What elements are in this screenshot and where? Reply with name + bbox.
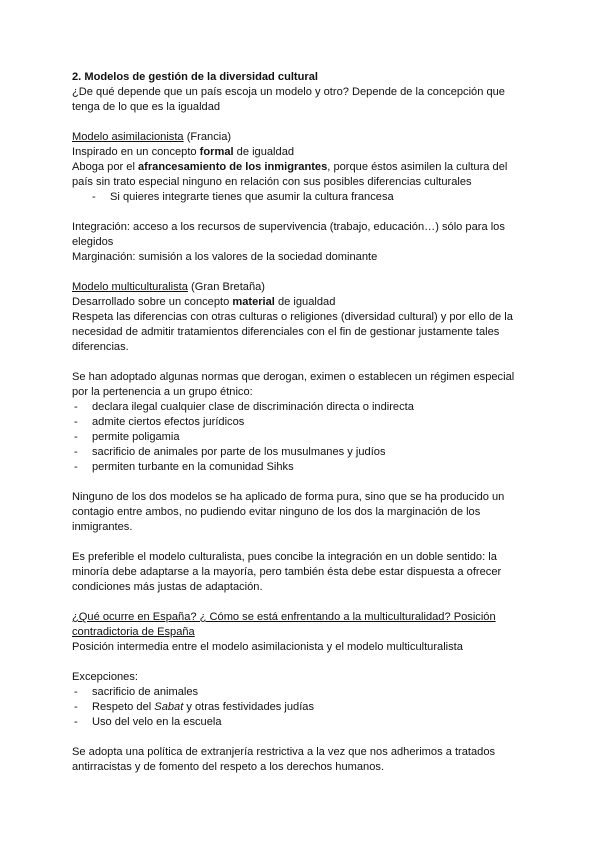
final-paragraph: Se adopta una política de extranjería restrictiva a la vez que nos adherimos a tratados antirracistas y de fomento del respeto a los derechos humanos.: [72, 746, 496, 773]
preferible-paragraph: Es preferible el modelo culturalista, pues concibe la integración en un doble sentido: la minoría debe adaptarse a la mayoría, pero también ésta debe estar dispuesta a ofrecer condiciones más justas de adaptación.: [72, 551, 502, 593]
respeta-paragraph: Respeta las diferencias con otras culturas o religiones (diversidad cultural) y por ello de la necesidad de admitir tratamientos diferenciales con el fin de gestionar justamente tales diferencias.: [72, 311, 513, 353]
excepciones-label: Excepciones:: [72, 671, 138, 683]
multiculturalista-concept: Desarrollado sobre un concepto material de igualdad: [72, 296, 336, 308]
document-body: [72, 70, 522, 775]
intro-paragraph: ¿De qué depende que un país escoja un modelo y otro? Depende de la concepción que tenga de lo que es la igualdad: [72, 86, 505, 113]
integracion-paragraph: Integración: acceso a los recursos de supervivencia (trabajo, educación…) sólo para los elegidos: [72, 221, 505, 248]
posicion-paragraph: Posición intermedia entre el modelo asimilacionista y el modelo multiculturalista: [72, 641, 463, 653]
section-title: 2. Modelos de gestión de la diversidad cultural: [72, 71, 318, 83]
multiculturalista-list: [72, 400, 522, 475]
asimilacionista-list: [72, 190, 522, 205]
multiculturalista-heading: Modelo multiculturalista (Gran Bretaña): [72, 281, 265, 293]
list-item: - sacrificio de animales: [72, 685, 522, 700]
asimilacionista-heading: Modelo asimilacionista (Francia): [72, 131, 232, 143]
list-item: - declara ilegal cualquier clase de discriminación directa o indirecta: [72, 400, 522, 415]
excepciones-list: [72, 685, 522, 730]
list-item: - Uso del velo en la escuela: [72, 715, 522, 730]
list-item: - admite ciertos efectos jurídicos: [72, 415, 522, 430]
asimilacionista-aboga: Aboga por el afrancesamiento de los inmigrantes, porque éstos asimilen la cultura del país sin trato especial ninguno en relación con sus posibles diferencias culturales: [72, 161, 508, 188]
asimilacionista-heading-link: Modelo asimilacionista: [72, 131, 184, 143]
normas-paragraph: Se han adoptado algunas normas que derogan, eximen o establecen un régimen especial por la pertenencia a un grupo étnico:: [72, 371, 515, 398]
asimilacionista-concept: Inspirado en un concepto formal de igualdad: [72, 146, 295, 158]
list-item: - Respeto del Sabat y otras festividades judías: [72, 700, 522, 715]
marginacion-paragraph: Marginación: sumisión a los valores de la sociedad dominante: [72, 251, 378, 263]
list-item: - Si quieres integrarte tienes que asumir la cultura francesa: [90, 190, 522, 205]
list-item: - permiten turbante en la comunidad Sihks: [72, 460, 522, 475]
list-item: - permite poligamia: [72, 430, 522, 445]
espana-heading: ¿Qué ocurre en España? ¿ Cómo se está enfrentando a la multiculturalidad? Posición contradictoria de España: [72, 611, 496, 638]
ninguno-paragraph: Ninguno de los dos modelos se ha aplicado de forma pura, sino que se ha producido un contagio entre ambos, no pudiendo evitar ninguno de los dos la marginación de los inmigrantes.: [72, 491, 505, 533]
list-item: - sacrificio de animales por parte de los musulmanes y judíos: [72, 445, 522, 460]
